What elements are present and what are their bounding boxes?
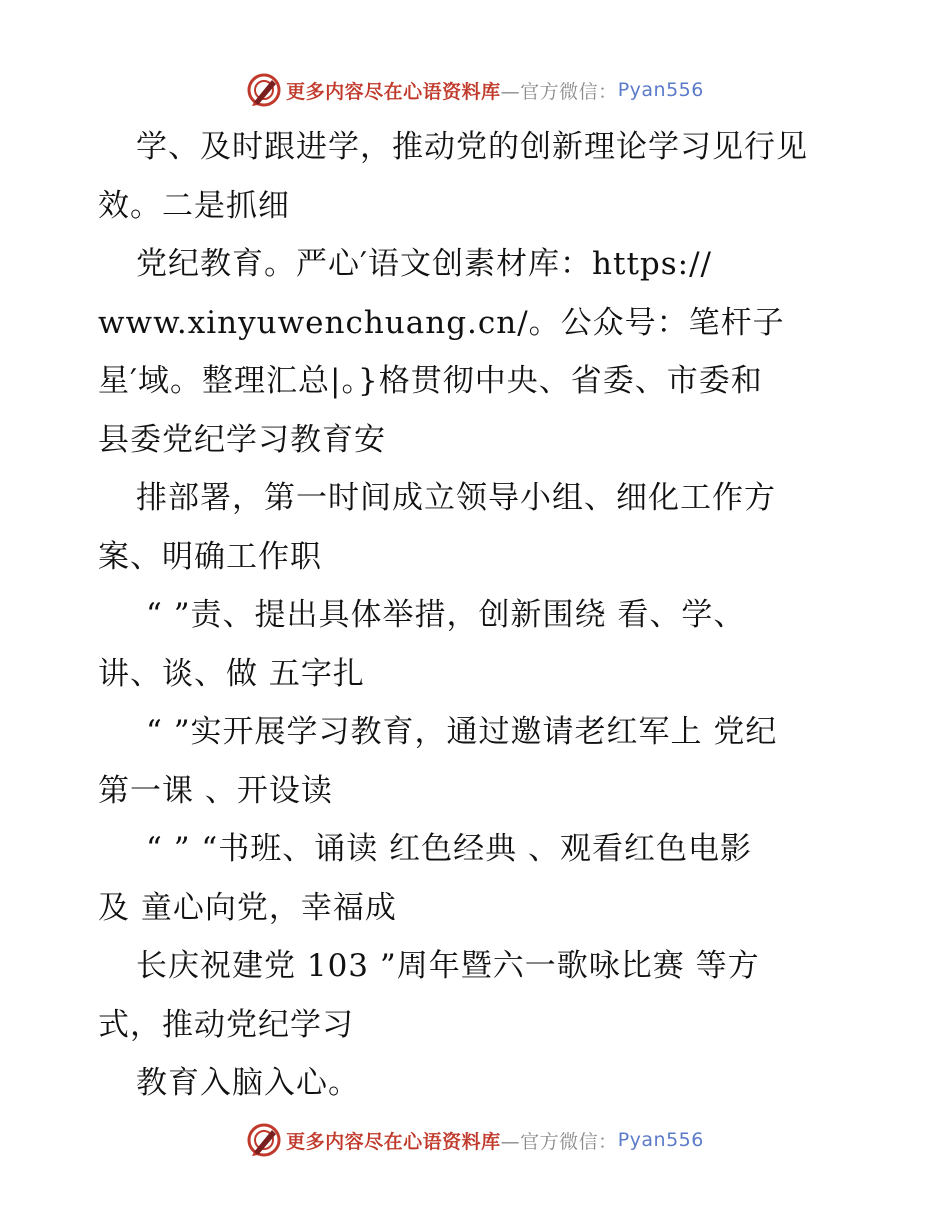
banner-wechat-id: Pyan556 xyxy=(617,79,704,101)
text-line: 式，推动党纪学习 xyxy=(98,1006,354,1043)
header-banner xyxy=(0,70,950,110)
text-line: 讲、谈、做 五字扎 xyxy=(98,655,365,692)
text-line: 及 童心向党，幸福成 xyxy=(98,889,397,926)
pen-logo-icon xyxy=(246,72,282,108)
text-line: 案、明确工作职 xyxy=(98,538,322,575)
banner-separator: —官方微信： xyxy=(500,1130,618,1153)
banner-wechat-id: Pyan556 xyxy=(617,1129,704,1151)
text-line: “ ” “书班、诵读 红色经典 、观看红色电影 xyxy=(146,831,752,867)
banner-title: 更多内容尽在心语资料库 xyxy=(286,80,501,103)
text-line: www.xinyuwenchuang.cn/。公众号：笔杆子 xyxy=(98,304,785,341)
text-line: 星′域。整理汇总|。}格贯彻中央、省委、市委和 xyxy=(98,363,763,399)
pen-logo-icon xyxy=(246,1122,282,1158)
text-line: 学、及时跟进学，推动党的创新理论学习见行见 xyxy=(136,129,808,165)
text-line: “ ”实开展学习教育，通过邀请老红军上 党纪 xyxy=(146,714,778,750)
footer-banner xyxy=(0,1120,950,1160)
text-line: 第一课 、开设读 xyxy=(98,772,333,809)
text-line: 效。二是抓细 xyxy=(98,187,290,224)
banner-separator: —官方微信： xyxy=(500,80,618,103)
document-body xyxy=(98,118,858,1113)
text-line: 党纪教育。严心′语文创素材库：https:// xyxy=(136,246,713,282)
text-line: 教育入脑入心。 xyxy=(136,1065,360,1101)
banner-title: 更多内容尽在心语资料库 xyxy=(286,1130,501,1153)
text-line: 县委党纪学习教育安 xyxy=(98,421,386,458)
text-line: “ ”责、提出具体举措，创新围绕 看、学、 xyxy=(146,597,746,633)
text-line: 排部署，第一时间成立领导小组、细化工作方 xyxy=(136,480,776,516)
text-line: 长庆祝建党 103 ”周年暨六一歌咏比赛 等方 xyxy=(136,948,760,984)
